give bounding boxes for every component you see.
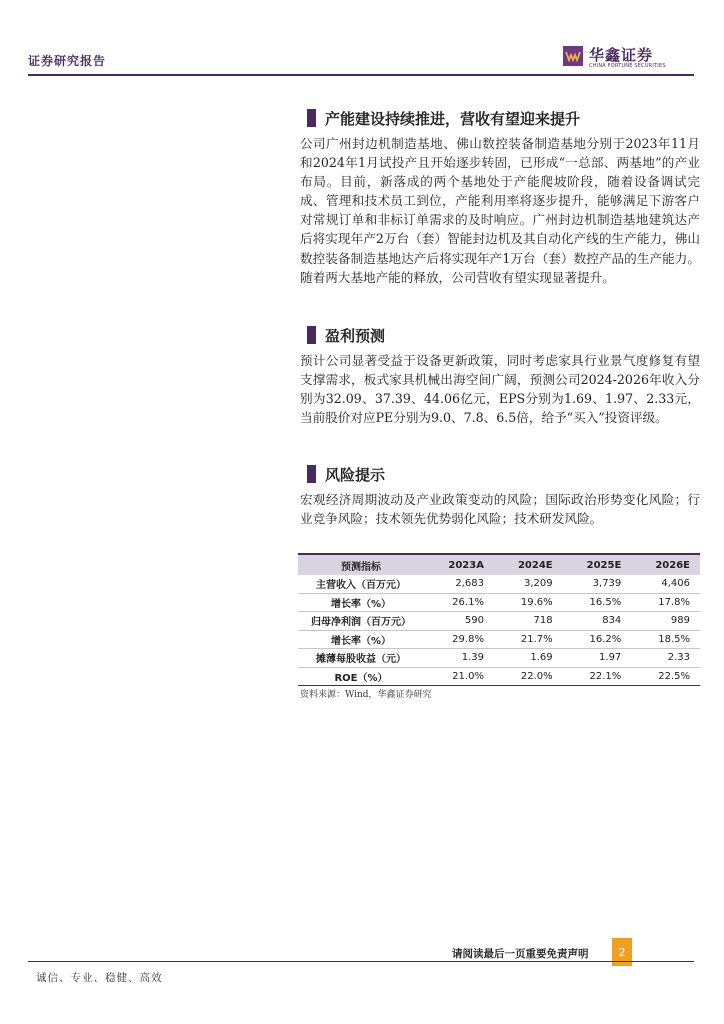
row-label: 主营收入（百万元） [298,575,424,593]
heading-bar-marker [307,326,316,344]
table-cell: 1.39 [424,649,494,668]
table-cell: 3,209 [494,575,563,593]
row-label: 增长率（%） [298,630,424,649]
section-body: 宏观经济周期波动及产业政策变动的风险；国际政治形势变化风险；行业竞争风险；技术领先优势弱化风险；技术研发风险。 [300,492,700,527]
table-cell: 4,406 [631,575,700,593]
table-cell: 1.97 [563,649,632,668]
heading-bar-marker [307,109,316,127]
section-heading [300,462,700,486]
header-divider [28,74,694,76]
table-cell: 718 [494,612,563,631]
table-cell: 26.1% [424,593,494,612]
table-header-row [298,554,700,575]
table-cell: 21.0% [424,667,494,686]
table-row [298,649,700,668]
table-row [298,593,700,612]
table-cell: 22.1% [563,667,632,686]
section-body: 预计公司显著受益于设备更新政策，同时考虑家具行业景气度修复有望支撑需求，板式家具机械出海空间广阔，预测公司2024-2026年收入分别为32.09、37.39、44.06亿元，EPS分别为1.69、1.97、2.33元，当前股价对应PE分别为9.0、7.8、6.5倍，给予“买入”投资评级。 [300,353,700,426]
row-label: 增长率（%） [298,593,424,612]
section-heading [300,106,700,130]
table-cell: 17.8% [631,593,700,612]
disclaimer-link[interactable]: 请阅读最后一页重要免责声明 [452,948,589,960]
table-source-note: 资料来源：Wind，华鑫证券研究 [300,690,432,700]
table-cell: 29.8% [424,630,494,649]
footer-motto: 诚信、专业、稳健、高效 [36,972,163,984]
table-header-cell: 2026E [631,554,700,575]
section-heading-text: 风险提示 [325,465,386,484]
table-cell: 21.7% [494,630,563,649]
table-cell: 2.33 [631,649,700,668]
table-cell: 19.6% [494,593,563,612]
section-heading-text: 盈利预测 [325,326,386,345]
row-label: 归母净利润（百万元） [298,612,424,631]
table-cell: 18.5% [631,630,700,649]
section-heading [300,323,700,347]
table-cell: 834 [563,612,632,631]
logo-text-cn: 华鑫证券 [589,46,654,64]
section-risk [300,462,700,528]
table-cell: 2,683 [424,575,494,593]
logo-text-en: CHINA FORTUNE SECURITIES [589,63,666,69]
table-cell: 16.5% [563,593,632,612]
table-cell: 16.2% [563,630,632,649]
section-forecast [300,323,700,427]
table-cell: 989 [631,612,700,631]
table-header-cell: 2023A [424,554,494,575]
footer-divider [28,961,694,962]
table-row [298,667,700,686]
table-cell: 590 [424,612,494,631]
table-header-cell: 预测指标 [298,554,424,575]
heading-bar-marker [307,465,316,483]
row-label: 摊薄每股收益（元） [298,649,424,668]
table-row [298,630,700,649]
table-row [298,612,700,631]
table-cell: 3,739 [563,575,632,593]
company-logo [563,44,693,72]
section-body: 公司广州封边机制造基地、佛山数控装备制造基地分别于2023年11月和2024年1月试投产且开始逐步转固，已形成“一总部、两基地”的产业布局。目前，新落成的两个基地处于产能爬坡阶段，随着设备调试完成、管理和技术员工到位，产能利用率将逐步提升，能够满足下游客户对常规订单和非标订单需求的及时响应。广州封边机制造基地建筑达产后将实现年产2万台（套）智能封边机及其自动化产线的生产能力，佛山数控装备制造基地达产后将实现年产1万台（套）数控产品的生产能力。随着两大基地产能的释放，公司营收有望实现显著提升。 [300,136,700,285]
table-header-cell: 2025E [563,554,632,575]
section-capacity [300,106,700,287]
forecast-table [298,553,700,686]
table-row [298,575,700,593]
logo-emblem-icon [563,46,583,66]
table-header-cell: 2024E [494,554,563,575]
report-type-title: 证券研究报告 [28,54,107,68]
table-cell: 22.0% [494,667,563,686]
section-heading-text: 产能建设持续推进，营收有望迎来提升 [325,109,581,128]
table-cell: 1.69 [494,649,563,668]
page-number-badge: 2 [612,938,632,966]
table-cell: 22.5% [631,667,700,686]
row-label: ROE（%） [298,667,424,686]
